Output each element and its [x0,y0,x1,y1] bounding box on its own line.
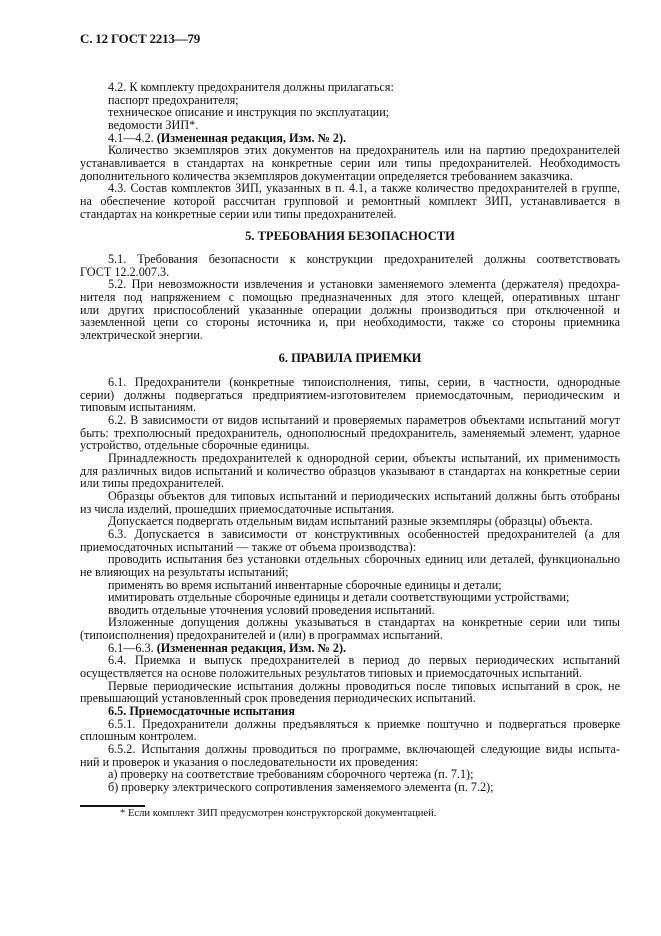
text-line: 6.5.1. Предохранители должны предъявляться к приемке поштучно и подвергаться проверке [108,717,620,731]
text-line: вводить отдельные уточнения условий проведения испытаний. [108,603,435,617]
paragraph [80,119,620,132]
paragraph [80,452,620,490]
paragraph [80,490,620,515]
text-line: типовым испытаниям. [80,401,197,414]
text-line: или типы предохранителей. [80,477,225,490]
text-line: заземленной цепи со стороны источника и, при необходимости, также со стороны приемника [80,316,620,329]
amendment-line [80,132,620,145]
text-line: Первые периодические испытания должны проводиться после типовых испытаний в срок, не [108,679,620,693]
text-line: Принадлежность предохранителей к однородной серии, объекты испытаний, их применимость [108,451,620,465]
paragraph [80,654,620,679]
text-line: дополнительного количества экземпляров документации определяется требованием заказчика. [80,169,573,183]
amendment-prefix: 6.1—6.3. [108,641,157,655]
paragraph [80,253,620,278]
paragraph [80,515,620,528]
paragraph [80,591,620,604]
text-line: из числа изделий, прошедших приемосдаточные испытания. [80,502,395,516]
paragraph [80,132,620,145]
paragraph [80,376,620,414]
text-line: 6.3. Допускается в зависимости от конструктивных особенностей предохранителей (а для [108,527,620,541]
text-line: техническое описание и инструкция по эксплуатации; [108,106,390,119]
paragraph [80,182,620,220]
text-line: 4.2. К комплекту предохранителя должны прилагаться: [108,81,394,94]
text-line: проводить испытания без установки отдельных сборочных единиц или деталей, функционально [108,553,620,566]
text-line: Образцы объектов для типовых испытаний и периодических испытаний должны быть отобраны [108,489,620,503]
text-line: б) проверку электрического сопротивления заменяемого элемента (п. 7.2); [108,781,494,794]
text-line: а) проверку на соответствие требованиям сборочного чертежа (п. 7.1); [108,768,474,781]
text-line: 4.3. Состав комплектов ЗИП, указанных в п. 4.1, а также количество предохранителей в группе, [108,182,620,195]
amendment-line [80,705,620,718]
paragraph [80,144,620,182]
text-line: электрической энергии. [80,328,203,342]
text-line: 6.1. Предохранители (конкретные типоисполнения, типы, серии, в частности, однородные [108,376,620,389]
page-header: С. 12 ГОСТ 2213—79 [80,31,201,46]
amendment-note: 6.5. Приемосдаточные испытания [108,705,295,718]
amendment-note: (Измененная редакция, Изм. № 2). [156,131,347,145]
section-6-heading: 6. ПРАВИЛА ПРИЕМКИ [278,351,422,365]
paragraph [80,604,620,617]
section-5-heading: 5. ТРЕБОВАНИЯ БЕЗОПАСНОСТИ [245,229,455,243]
paragraph [80,106,620,119]
text-line: ний и проверок и указания о последовательности их проведения: [80,755,419,769]
paragraph [80,642,620,655]
paragraph [80,718,620,743]
paragraph [80,616,620,641]
text-line: 5.2. При невозможности извлечения и установки заменяемого элемента (держателя) предохра- [108,278,620,291]
footnote: * Если комплект ЗИП предусмотрен конструкторской документацией. [120,808,437,819]
section-6-text [80,376,620,794]
paragraph [80,278,620,341]
text-line: стандартах на конкретные серии или типы предохранителей. [80,207,397,221]
text-line: сплошным контролем. [80,730,197,744]
paragraph [80,414,620,452]
paragraph [80,94,620,107]
text-line: применять во время испытаний инвентарные сборочные единицы и детали; [108,578,502,592]
paragraph [80,553,620,578]
text-line: 6.5.2. Испытания должны проводиться по программе, включающей следующие виды испыта- [108,743,620,756]
text-line: Допускается подвергать отдельным видам испытаний разные экземпляры (образцы) объекта. [108,515,593,528]
text-line: или других приспособлений указанные операции должны производиться при отключенной и [80,303,620,317]
paragraph [80,705,620,718]
text-line: Изложенные допущения должны указываться в стандартах на конкретные серии или типы [108,616,620,630]
section-4-text [80,81,620,220]
text-line: имитировать отдельные сборочные единицы и детали соответствующими устройствами; [108,591,570,604]
amendment-note: (Измененная редакция, Изм. № 2). [156,641,347,655]
amendment-prefix: 4.1—4.2. [108,131,157,145]
text-line: нителя под напряжением с помощью предназначенных для этого клещей, оперативных штанг [80,290,620,304]
amendment-line [80,642,620,655]
text-line: паспорт предохранителя; [108,93,239,107]
text-line: серии) должны подвергаться предприятием-изготовителем приемосдаточным, периодическим и [80,388,620,402]
text-line: 6.4. Приемка и выпуск предохранителей в период до первых периодических испытаний [108,654,620,668]
section-5-text [80,253,620,342]
text-line: 6.2. В зависимости от видов испытаний и проверяемых параметров объектами испытаний могут [108,413,620,427]
paragraph [80,680,620,705]
text-line: Количество экземпляров этих документов на предохранитель или на партию предохранителей [108,144,620,157]
text-line: на обеспечение которой рассчитан групповой и ремонтный комплект ЗИП, устанавливается в [80,194,620,208]
paragraph [80,743,620,768]
paragraph [80,81,620,94]
text-line: для различных видов испытаний и количество образцов указывают в стандартах на конкретные серии [80,464,620,478]
text-line: устройство, отдельные сборочные единицы. [80,439,310,452]
paragraph [80,781,620,794]
paragraph [80,768,620,781]
text-line: осуществляется на основе положительных результатов типовых и приемосдаточных испытаний. [80,667,582,680]
text-line: устанавливается в стандартах на конкретные серии или типы предохранителей. Необходимость [80,156,620,170]
text-line: ГОСТ 12.2.007.3. [80,265,170,279]
footnote-divider [80,805,145,807]
text-line: не влияющих на результаты испытаний; [80,565,289,579]
paragraph [80,579,620,592]
text-line: превышающий установленный срок проведения периодических испытаний. [80,692,476,706]
text-line: быть: трехполюсный предохранитель, однополюсный предохранитель, заменяемый элемент, ударное [80,426,620,440]
text-line: (типоисполнения) предохранителей и (или) в программах испытаний. [80,629,443,642]
text-line: приемосдаточных испытаний — также от объема производства): [80,540,417,554]
text-line: 5.1. Требования безопасности к конструкции предохранителей должны соответствовать [108,253,620,266]
paragraph [80,528,620,553]
text-line: ведомости ЗИП*. [108,118,199,132]
